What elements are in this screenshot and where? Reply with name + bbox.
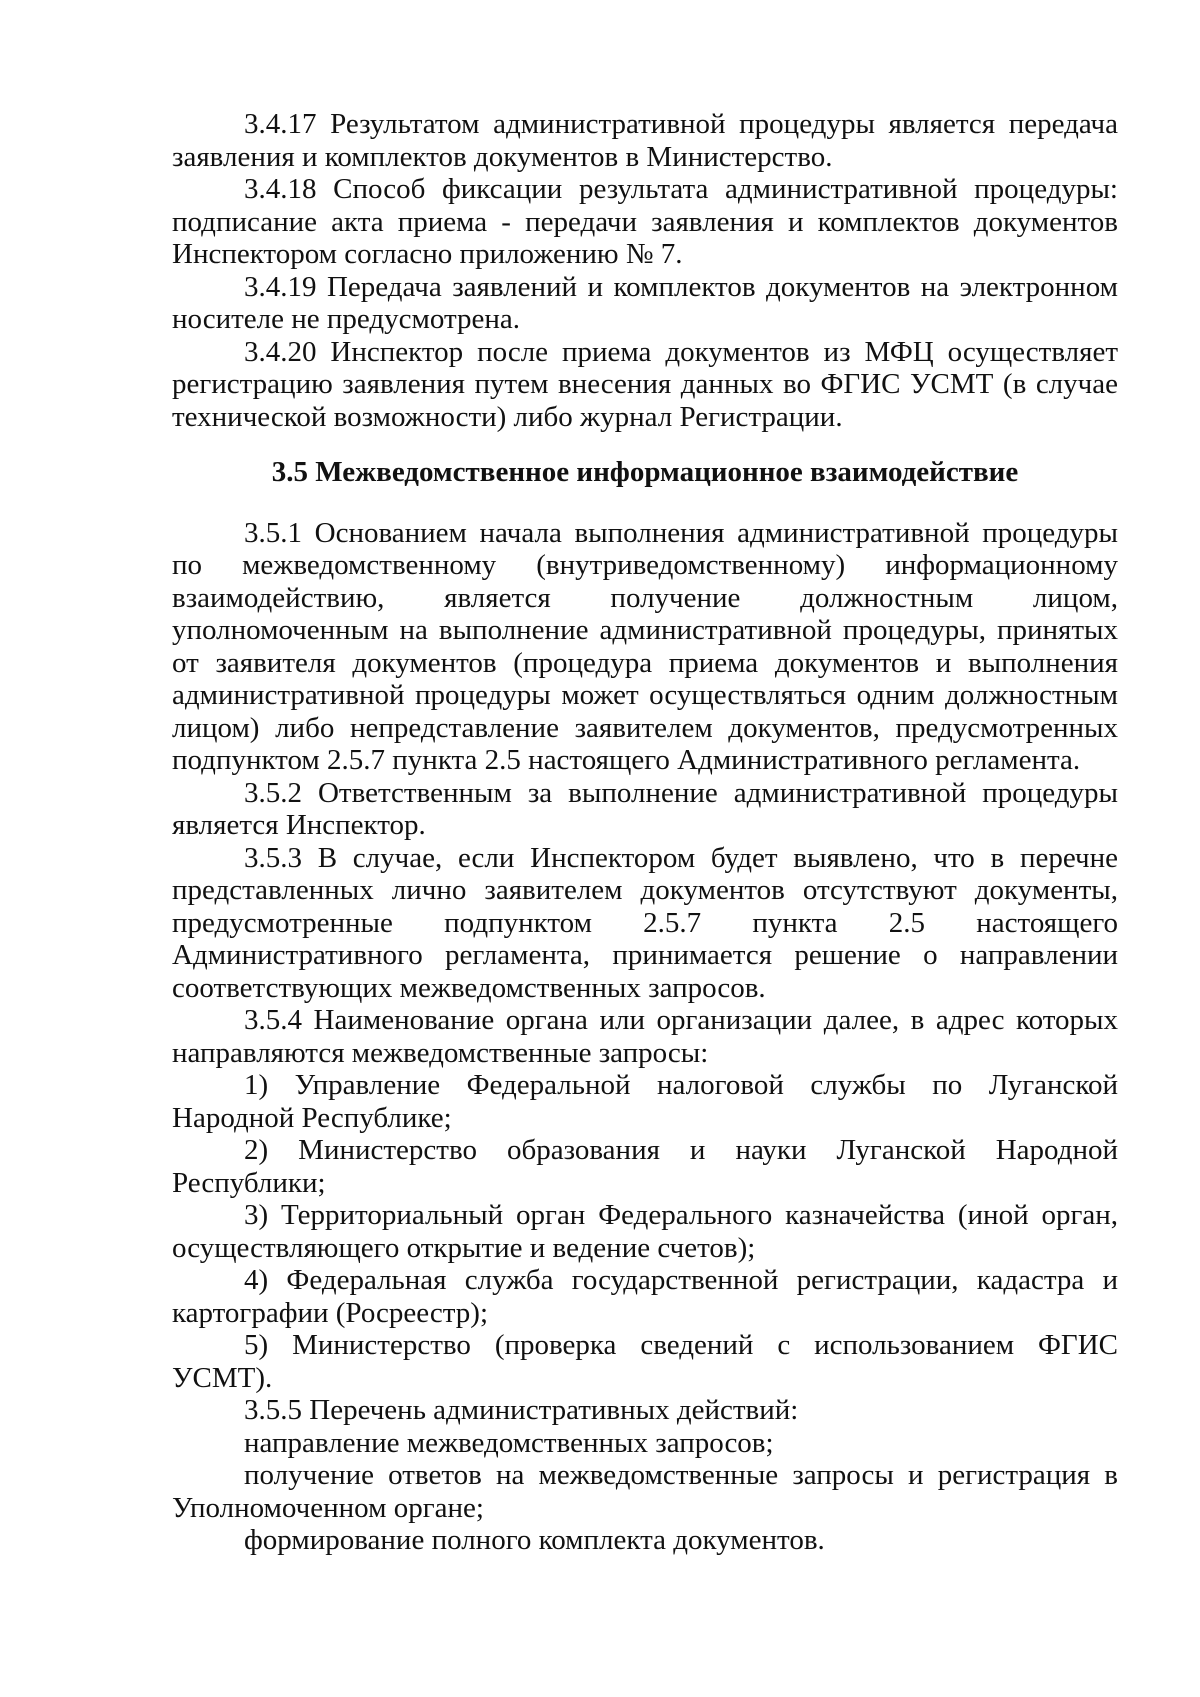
paragraph-3-5-5: 3.5.5 Перечень административных действий:: [244, 1394, 799, 1426]
paragraph-3-5-3: 3.5.3 В случае, если Инспектором будет выявлено, что в перечне представленных лично заявителем документов отсутствуют документы, предусмотренные подпунктом 2.5.7 пункта 2.5 настоящего Административного регламента, принимается решение о направлении соответствующих межведомственных запросов.: [172, 841, 1118, 1004]
paragraph-3-5-4: 3.5.4 Наименование органа или организации далее, в адрес которых направляются межведомственные запросы:: [172, 1004, 1118, 1069]
document-page: [172, 108, 1118, 1557]
paragraph-3-4-20: 3.4.20 Инспектор после приема документов из МФЦ осуществляет регистрацию заявления путем внесения данных во ФГИС УСМТ (в случае технической возможности) либо журнал Регистрации.: [172, 335, 1118, 433]
paragraph-3-4-17: 3.4.17 Результатом административной процедуры является передача заявления и комплектов документов в Министерство.: [172, 108, 1118, 173]
paragraph-3-5-2: 3.5.2 Ответственным за выполнение административной процедуры является Инспектор.: [172, 776, 1118, 841]
action-item-3: формирование полного комплекта документов.: [244, 1524, 825, 1556]
list-item-3: 3) Территориальный орган Федерального казначейства (иной орган, осуществляющего открытие и ведение счетов);: [172, 1199, 1118, 1264]
paragraph-3-4-18: 3.4.18 Способ фиксации результата административной процедуры: подписание акта приема - передачи заявления и комплектов документов Инспектором согласно приложению № 7.: [172, 173, 1118, 270]
paragraph-3-5-1: 3.5.1 Основанием начала выполнения административной процедуры по межведомственному (внутриведомственному) информационному взаимодействию, является получение должностным лицом, уполномоченным на выполнение административной процедуры, принятых от заявителя документов (процедура приема документов и выполнения административной процедуры может осуществляться одним должностным лицом) либо непредставление заявителем документов, предусмотренных подпунктом 2.5.7 пункта 2.5 настоящего Административного регламента.: [172, 516, 1118, 776]
action-item-1: направление межведомственных запросов;: [244, 1426, 774, 1459]
paragraph-3-4-19: 3.4.19 Передача заявлений и комплектов документов на электронном носителе не предусмотрена.: [172, 270, 1118, 335]
list-item-1: 1) Управление Федеральной налоговой службы по Луганской Народной Республике;: [172, 1069, 1118, 1134]
list-item-5: 5) Министерство (проверка сведений с использованием ФГИС УСМТ).: [172, 1329, 1118, 1394]
list-item-2: 2) Министерство образования и науки Луганской Народной Республики;: [172, 1134, 1118, 1199]
action-item-2: получение ответов на межведомственные запросы и регистрация в Уполномоченном органе;: [172, 1459, 1118, 1524]
list-item-4: 4) Федеральная служба государственной регистрации, кадастра и картографии (Росреестр);: [172, 1264, 1118, 1329]
section-heading-3-5: 3.5 Межведомственное информационное взаимодействие: [271, 456, 1019, 488]
